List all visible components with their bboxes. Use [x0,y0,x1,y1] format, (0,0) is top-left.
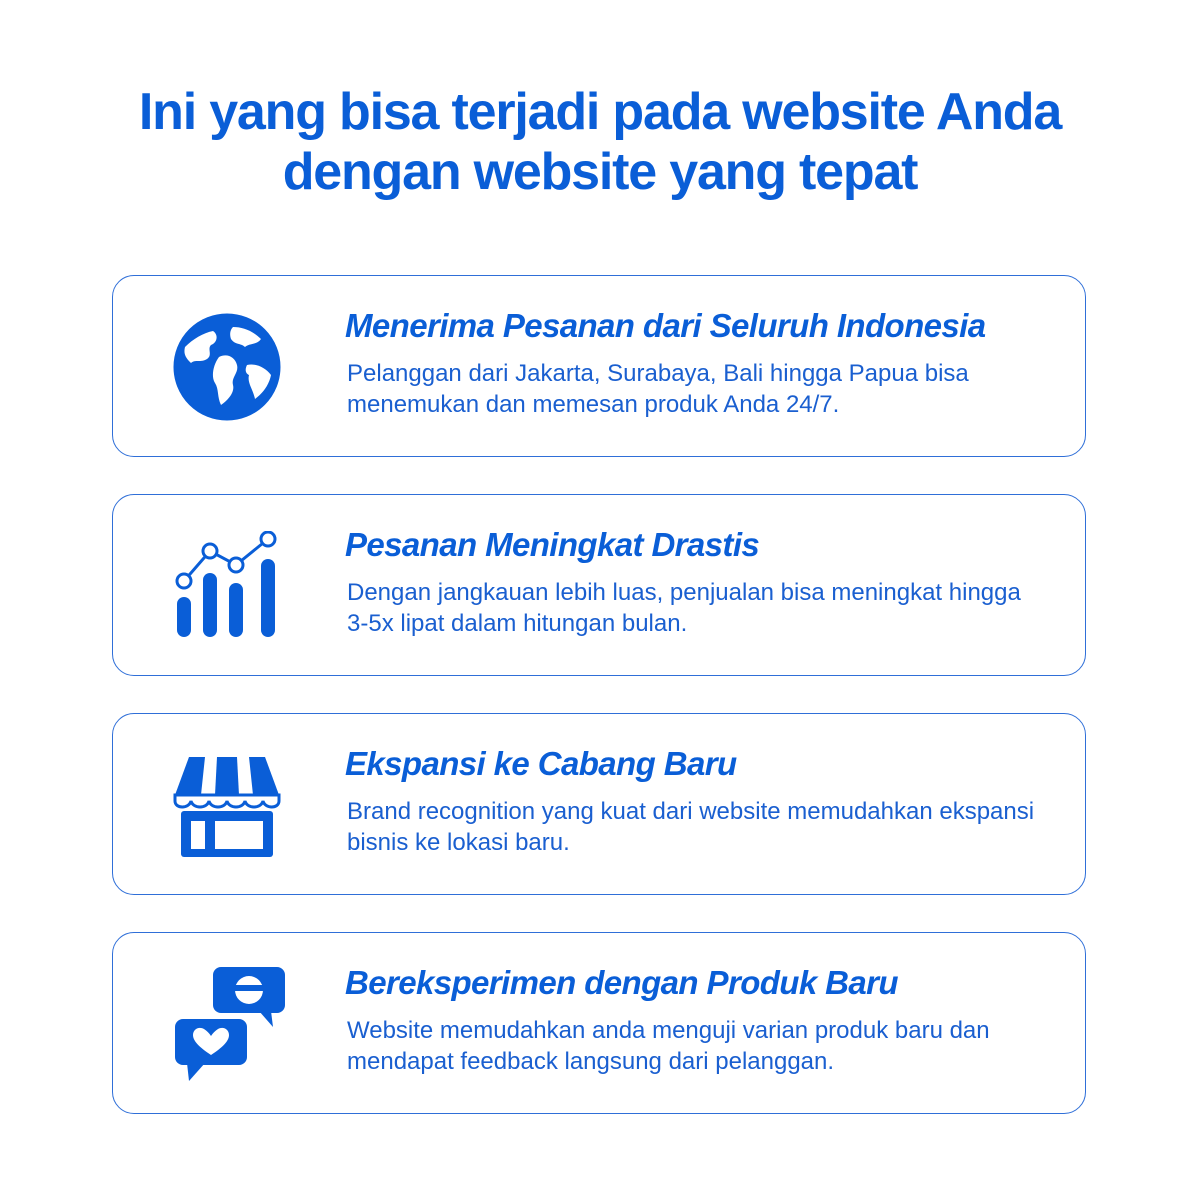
storefront-icon [169,750,285,860]
card-title: Bereksperimen dengan Produk Baru [345,964,898,1001]
benefit-card-orders-nationwide [112,275,1086,457]
card-description: Brand recognition yang kuat dari website memudahkan ekspansi bisnis ke lokasi baru. [347,798,1035,856]
card-title: Ekspansi ke Cabang Baru [345,745,737,782]
card-description: Website memudahkan anda menguji varian produk baru dan mendapat feedback langsung dari pelanggan. [347,1017,990,1075]
page-title-line-2: dengan website yang tepat [282,143,918,201]
card-title: Menerima Pesanan dari Seluruh Indonesia [345,307,986,344]
page-title [0,82,1200,202]
benefit-card-new-products [112,932,1086,1114]
chat-feedback-icon [169,969,285,1079]
benefit-card-expansion [112,713,1086,895]
card-description: Dengan jangkauan lebih luas, penjualan bisa meningkat hingga 3-5x lipat dalam hitungan bulan. [347,579,1021,637]
growth-chart-icon [169,531,285,641]
card-description: Pelanggan dari Jakarta, Surabaya, Bali hingga Papua bisa menemukan dan memesan produk Anda 24/7. [347,360,969,418]
page-title-line-1: Ini yang bisa terjadi pada website Anda [138,83,1062,141]
benefit-card-orders-increase [112,494,1086,676]
card-title: Pesanan Meningkat Drastis [345,526,760,563]
globe-icon [169,312,285,422]
